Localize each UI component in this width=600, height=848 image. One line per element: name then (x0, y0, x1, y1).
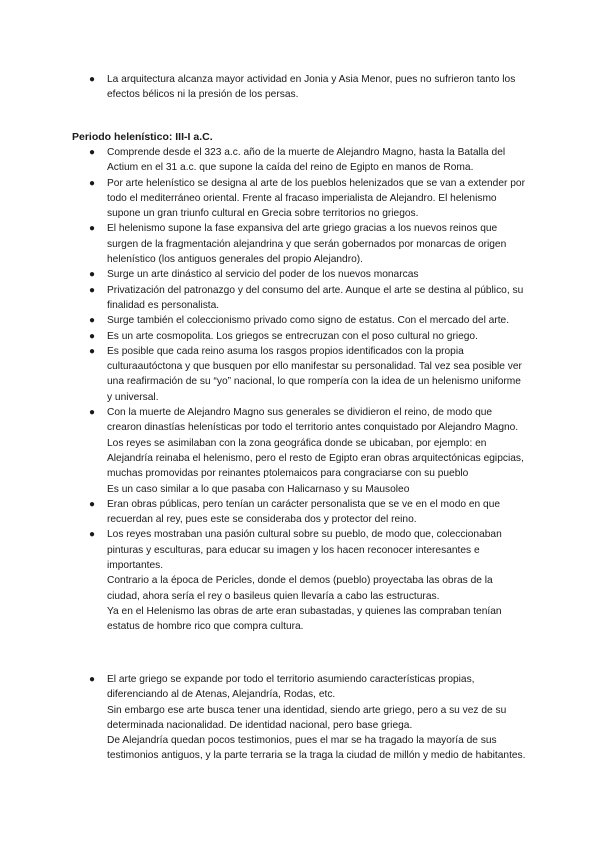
bullet-item (0, 221, 527, 267)
bullet-dot-icon: ● (89, 147, 96, 158)
bullet-text: Los reyes mostraban una pasión cultural sobre su pueblo, de modo que, coleccionaban pinturas y esculturas, para educar su imagen y los hacen reconocer interesantes e importantes. (107, 529, 502, 572)
bullet-dot-icon: ● (89, 74, 96, 85)
bullet-text: Surge un arte dinástico al servicio del poder de los nuevos monarcas (107, 269, 419, 281)
bullet-dot-icon: ● (89, 269, 96, 281)
bullet-text: Con la muerte de Alejandro Magno sus generales se dividieron el reino, de modo que crearon dinastías helenísticas por todo el territorio antes conquistado por Alejandro Magno. Los reyes se asimilaban con la zona geográfica donde se ubicaban, por ejemplo: en Alejandría reinaba el helenismo, pero el resto de Egipto eran obras arquitectónicas egipcias, muchas promovidas por reinantes ptolemaicos para congraciarse con su pueblo (107, 407, 524, 480)
bullet-item (0, 313, 527, 328)
bullet-text: De Alejandría quedan pocos testimonios, pues el mar se ha tragado la mayoría de sus testimonios antiguos, y la parte terraria se la traga la ciudad de millón y medio de habitantes. (107, 735, 526, 762)
bullet-item (0, 283, 527, 314)
bullet-text: Es un arte cosmopolita. Los griegos se entrecruzan con el poso cultural no griego. (107, 330, 478, 342)
bullet-dot-icon: ● (89, 529, 96, 541)
bullet-item (0, 72, 527, 103)
section-heading: Periodo helenístico: III-I a.C. (72, 131, 213, 143)
closing-bullet-list (0, 672, 600, 764)
intro-bullet-list (0, 72, 600, 103)
bullet-item (0, 672, 527, 764)
bullet-item (0, 329, 527, 344)
bullet-text: Surge también el coleccionismo privado como signo de estatus. Con el mercado del arte. (107, 315, 510, 327)
bullet-text: El arte griego se expande por todo el territorio asumiendo características propias, diferenciando al de Atenas, Alejandría, Rodas, etc. (107, 674, 475, 701)
bullet-item (0, 267, 527, 282)
bullet-dot-icon: ● (89, 674, 96, 685)
bullet-text: Contrario a la época de Pericles, donde el demos (pueblo) proyectaba las obras de la ciudad, ahora sería el rey o basileus quien llevaría a cabo las estructuras. (107, 575, 493, 602)
bullet-text: Es un caso similar a lo que pasaba con Halicarnaso y su Mausoleo (107, 483, 410, 495)
bullet-item (0, 344, 527, 405)
bullet-text: Ya en el Helenismo las obras de arte eran subastadas, y quienes las compraban tenían estatus de hombre rico que compra cultura. (107, 605, 502, 633)
bullet-dot-icon: ● (89, 330, 96, 342)
bullet-item (0, 405, 527, 497)
bullet-text: Por arte helenístico se designa al arte de los pueblos helenizados que se van a extender por todo el mediterráneo oriental. Frente al fracaso imperialista de Alejandro. El helenismo supone un gran triunfo cultural en Grecia sobre territorios no griegos. (107, 177, 525, 220)
bullet-text: El helenismo supone la fase expansiva del arte griego gracias a los nuevos reinos que surgen de la fragmentación alejandrina y que serán gobernados por monarcas de origen helenístico (los antiguos generales del propio Alejandro). (107, 223, 507, 266)
bullet-item (0, 145, 527, 176)
bullet-text: Comprende desde el 323 a.c. año de la muerte de Alejandro Magno, hasta la Batalla del Actium en el 31 a.c. que supone la caída del reino de Egipto en manos de Roma. (107, 147, 506, 174)
bullet-dot-icon: ● (89, 223, 96, 235)
bullet-item (0, 527, 527, 634)
bullet-dot-icon: ● (89, 407, 96, 419)
bullet-text: Privatización del patronazgo y del consumo del arte. Aunque el arte se destina al público, su finalidad es personalista. (107, 284, 524, 311)
bullet-dot-icon: ● (89, 177, 96, 189)
bullet-text: Es posible que cada reino asuma los rasgos propios identificados con la propia culturaautóctona y que busquen por ello manifestar su personalidad. Tal vez sea posible ver una reafirmación de su “yo” nacional, lo que rompería con la idea de un helenismo uniforme y universal. (107, 345, 522, 403)
bullet-dot-icon: ● (89, 498, 96, 510)
bullet-text: La arquitectura alcanza mayor actividad en Jonia y Asia Menor, pues no sufrieron tanto los efectos bélicos ni la presión de los persas. (107, 74, 516, 101)
bullet-dot-icon: ● (89, 284, 96, 296)
bullet-dot-icon: ● (89, 315, 96, 327)
bullet-dot-icon: ● (89, 345, 96, 357)
bullet-text: Eran obras públicas, pero tenían un carácter personalista que se ve en el modo en que recuerdan al rey, pues este se consideraba dos y protector del reino. (107, 498, 501, 526)
hellenistic-bullet-list (0, 145, 600, 635)
bullet-item (0, 497, 527, 528)
bullet-item (0, 176, 527, 222)
bullet-text: Sin embargo ese arte busca tener una identidad, siendo arte griego, pero a su vez de su determinada nacionalidad. De identidad nacional, pero base griega. (107, 704, 507, 731)
